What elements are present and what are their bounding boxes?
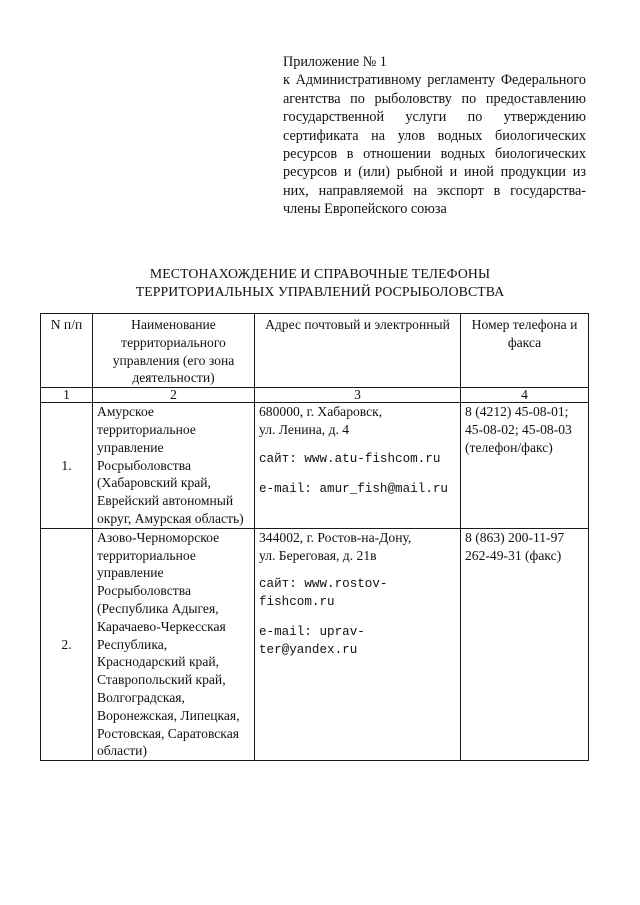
office-address xyxy=(255,403,461,529)
email: e-mail: amur_fish@mail.ru xyxy=(259,481,448,496)
column-number: 2 xyxy=(93,388,255,403)
header-phone: Номер телефона и факса xyxy=(461,314,589,388)
offices-table xyxy=(40,313,589,761)
column-number: 3 xyxy=(255,388,461,403)
table-row xyxy=(41,528,589,760)
phone-line: (телефон/факс) xyxy=(465,439,553,455)
appendix-block xyxy=(283,53,586,219)
table-row xyxy=(41,403,589,529)
office-address xyxy=(255,528,461,760)
postal-address-line: ул. Ленина, д. 4 xyxy=(259,421,350,437)
appendix-text: к Административному регламенту Федерального агентства по рыболовству по предоставлению государственной услуги по утверждению сертификата на улов водных биологических ресурсов в отношении водных биологических ресурсов и (или) рыбной и иной продукции из них, направляемой на экспорт в государства-члены Европейского союза xyxy=(283,72,586,218)
office-phone xyxy=(461,528,589,760)
phone-line: 8 (4212) 45-08-01; xyxy=(465,404,569,420)
office-name: Амурское территориальное управление Росрыболовства (Хабаровский край, Еврейский автономный округ, Амурская область) xyxy=(93,403,255,529)
appendix-number: Приложение № 1 xyxy=(283,54,387,70)
postal-address-line: ул. Береговая, д. 21в xyxy=(259,547,377,563)
column-number: 1 xyxy=(41,388,93,403)
website: сайт: www.rostov-fishcom.ru xyxy=(259,577,388,610)
email: e-mail: uprav-ter@yandex.ru xyxy=(259,624,365,657)
header-name: Наименование территориального управления (его зона деятельности) xyxy=(93,314,255,388)
phone-line: 45-08-02; 45-08-03 xyxy=(465,421,572,437)
column-number: 4 xyxy=(461,388,589,403)
header-index: N п/п xyxy=(41,314,93,388)
office-phone xyxy=(461,403,589,529)
document-title xyxy=(40,265,600,301)
postal-address-line: 344002, г. Ростов-на-Дону, xyxy=(259,529,412,545)
table-header-row xyxy=(41,314,589,388)
row-index: 1. xyxy=(41,403,93,529)
title-line-2: ТЕРРИТОРИАЛЬНЫХ УПРАВЛЕНИЙ РОСРЫБОЛОВСТВА xyxy=(135,284,505,299)
postal-address-line: 680000, г. Хабаровск, xyxy=(259,404,383,420)
website: сайт: www.atu-fishcom.ru xyxy=(259,451,441,466)
office-name: Азово-Черноморское территориальное управление Росрыболовства (Республика Адыгея, Карачаево-Черкесская Республика, Краснодарский край, Ставропольский край, Волгоградская, Воронежская, Липецкая, Ростовская, Саратовская области) xyxy=(93,528,255,760)
header-address: Адрес почтовый и электронный xyxy=(255,314,461,388)
title-line-1: МЕСТОНАХОЖДЕНИЕ И СПРАВОЧНЫЕ ТЕЛЕФОНЫ xyxy=(149,266,491,281)
column-number-row xyxy=(41,388,589,403)
phone-line: 8 (863) 200-11-97 xyxy=(465,529,565,545)
phone-line: 262-49-31 (факс) xyxy=(465,547,562,563)
row-index: 2. xyxy=(41,528,93,760)
